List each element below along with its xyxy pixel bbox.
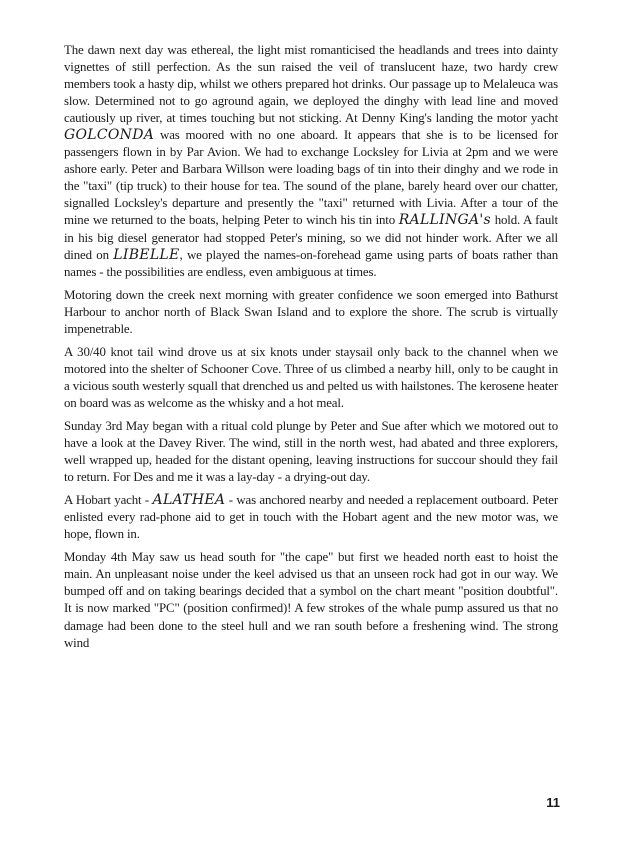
- text-run: hold. A fault in his big diesel generator had stopped Peter's mining, so we did not hinder work. After we all dined on: [64, 213, 558, 262]
- vessel-name: LIBELLE: [113, 246, 180, 263]
- vessel-name: RALLINGA's: [398, 212, 492, 229]
- text-run: A Hobart yacht -: [64, 493, 153, 508]
- vessel-name: GOLCONDA: [64, 127, 155, 144]
- text-run: was moored with no one aboard. It appears that she is to be licensed for passengers flown in by Par Avion. We had to exchange Locksley for Livia at 2pm and we were ashore early. Peter and Barbara Willson were loading bags of tin into their dinghy and we rode in the "taxi" (tip truck) to their house for tea. The sound of the plane, barely heard over our chatter, signalled Locksley's departure and presently the "taxi" returned with Livia. After a tour of the mine we returned to the boats, helping Peter to winch his tin into: [64, 128, 558, 228]
- body-text: [64, 42, 558, 658]
- paragraph: [64, 549, 558, 651]
- text-run: - was anchored nearby and needed a replacement outboard. Peter enlisted every rad-phone aid to get in touch with the Hobart agent and the new motor was, we hope, flown in.: [64, 493, 558, 542]
- text-run: A 30/40 knot tail wind drove us at six knots under staysail only back to the channel when we motored into the shelter of Schooner Cove. Three of us climbed a nearby hill, only to be caught in a vicious south westerly squall that drenched us and pelted us with hailstones. The kerosene heater on board was as welcome as the whisky and a hot meal.: [64, 344, 558, 410]
- paragraph: [64, 418, 558, 486]
- paragraph: [64, 344, 558, 412]
- vessel-name: ALATHEA: [152, 492, 226, 509]
- text-run: Monday 4th May saw us head south for "the cape" but first we headed north east to hoist the main. An unpleasant noise under the keel advised us that an unseen rock had got in our way. We bumped off and on taking bearings decided that a symbol on the chart meant "position doubtful". It is now marked "PC" (position confirmed)! A few strokes of the whale pump assured us that no damage had been done to the steel hull and we ran south before a freshening wind. The strong wind: [64, 550, 558, 650]
- text-run: , we played the names-on-forehead game using parts of boats rather than names - the possibilities are endless, even ambiguous at times.: [64, 247, 558, 279]
- paragraph: [64, 42, 558, 281]
- paragraph: [64, 492, 558, 543]
- page-number: 11: [546, 795, 560, 810]
- paragraph: [64, 287, 558, 338]
- text-run: Sunday 3rd May began with a ritual cold plunge by Peter and Sue after which we motored out to have a look at the Davey River. The wind, still in the north west, had abated and three explorers, well wrapped up, headed for the distant opening, leaving instructions for succour should they fail to return. For Des and me it was a lay-day - a drying-out day.: [64, 418, 558, 485]
- text-run: The dawn next day was ethereal, the light mist romanticised the headlands and trees into dainty vignettes of still perfection. As the sun raised the veil of translucent haze, two hardy crew members took a hasty dip, whilst we others prepared hot drinks. Our passage up to Melaleuca was slow. Determined not to go aground again, we deployed the dinghy with lead line and moved cautiously up river, at times touching but not sticking. At Denny King's landing the motor yacht: [64, 43, 558, 126]
- text-run: Motoring down the creek next morning with greater confidence we soon emerged into Bathurst Harbour to anchor north of Black Swan Island and to explore the shore. The scrub is virtually impenetrable.: [64, 287, 558, 336]
